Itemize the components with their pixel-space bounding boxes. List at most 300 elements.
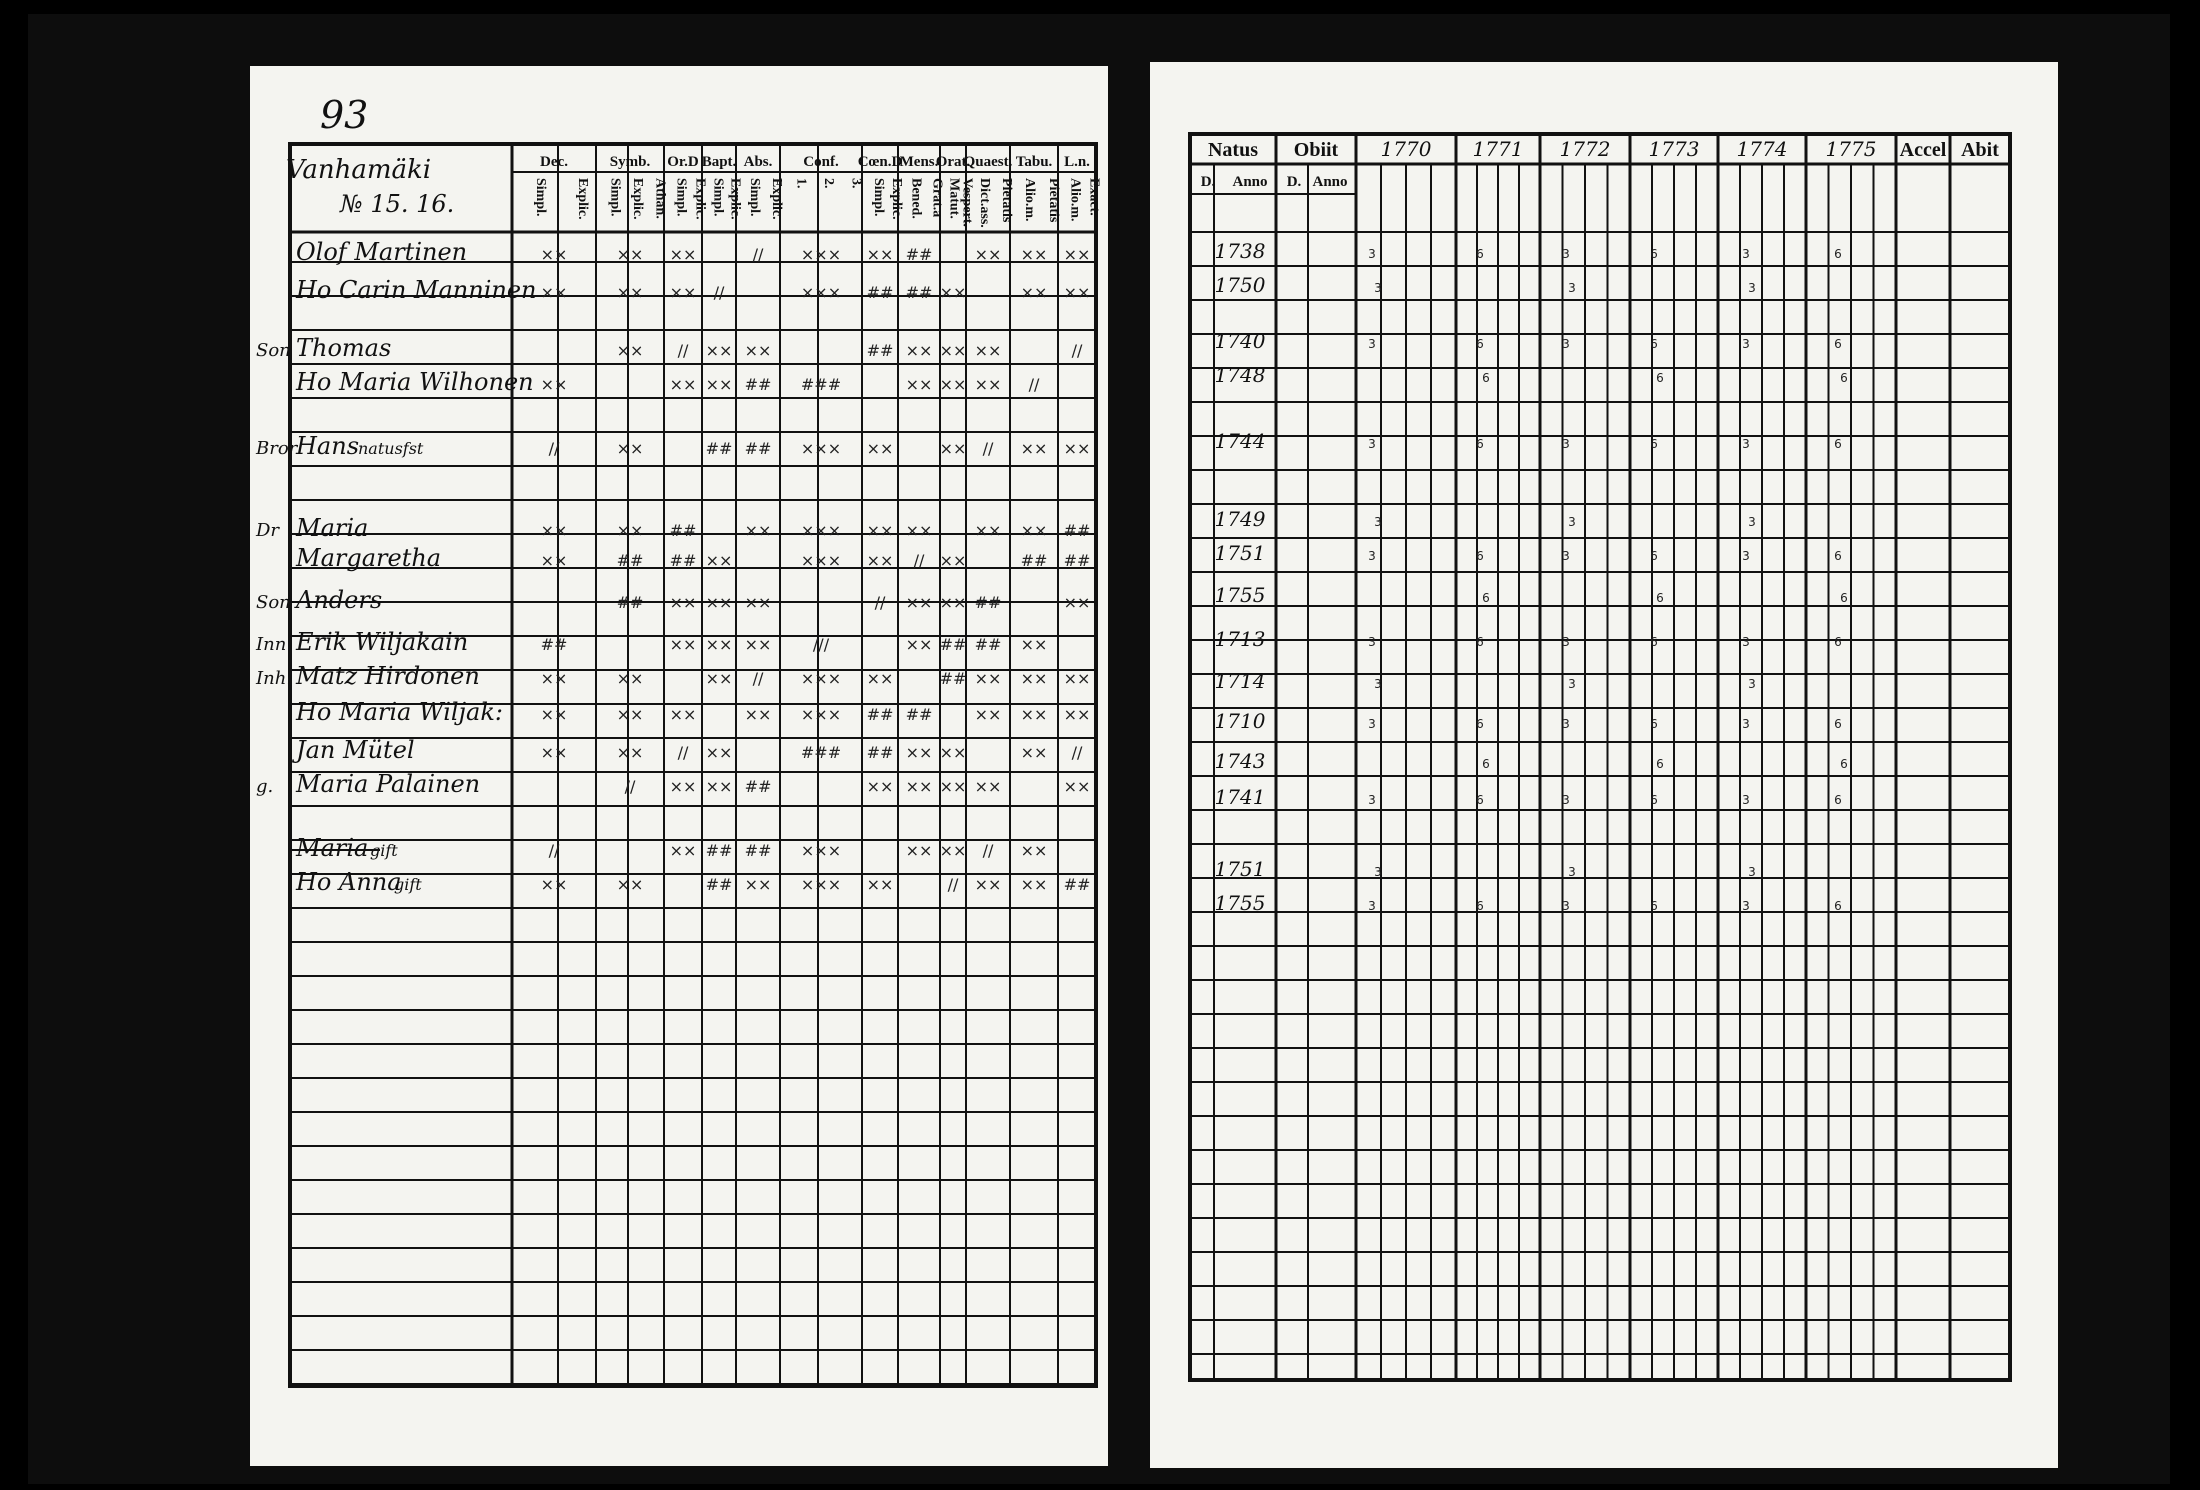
tick-mark: ××× bbox=[800, 841, 842, 860]
tick-mark: ×× bbox=[974, 705, 1002, 724]
tick-mark: ## bbox=[744, 841, 772, 860]
year-mark: 6 bbox=[1834, 247, 1842, 261]
year-mark: 3 bbox=[1748, 281, 1756, 295]
year-mark: 6 bbox=[1476, 899, 1484, 913]
column-subheader: Vespert. bbox=[959, 178, 975, 227]
tick-mark: ## bbox=[1063, 875, 1091, 894]
year-mark: 6 bbox=[1650, 337, 1658, 351]
tick-mark: ×× bbox=[540, 551, 568, 570]
year-mark: 3 bbox=[1562, 635, 1570, 649]
tick-mark: ## bbox=[540, 635, 568, 654]
tick-mark: ×× bbox=[866, 551, 894, 570]
birth-year: 1743 bbox=[1214, 749, 1266, 773]
tick-mark: ## bbox=[669, 551, 697, 570]
tick-mark: ×× bbox=[939, 743, 967, 762]
tick-mark: ×× bbox=[705, 635, 733, 654]
tick-mark: ## bbox=[905, 283, 933, 302]
tick-mark: ×× bbox=[616, 875, 644, 894]
right-column-header: 1773 bbox=[1648, 137, 1700, 161]
year-mark: 6 bbox=[1650, 549, 1658, 563]
tick-mark: ×× bbox=[1063, 593, 1091, 612]
tick-mark: ×× bbox=[905, 743, 933, 762]
tick-mark: // bbox=[677, 743, 689, 762]
right-subheader: D. bbox=[1200, 174, 1216, 190]
tick-mark: ××× bbox=[800, 521, 842, 540]
year-mark: 3 bbox=[1368, 717, 1376, 731]
tick-mark: ## bbox=[616, 551, 644, 570]
year-mark: 6 bbox=[1482, 591, 1490, 605]
tick-mark: ×× bbox=[540, 375, 568, 394]
tick-mark: ×× bbox=[939, 777, 967, 796]
tick-mark: ## bbox=[905, 705, 933, 724]
tick-mark: ××× bbox=[800, 283, 842, 302]
person-note: gift bbox=[370, 841, 398, 860]
column-subheader: Explic. bbox=[727, 178, 743, 220]
tick-mark: ### bbox=[800, 375, 842, 394]
tick-mark: ×× bbox=[1020, 283, 1048, 302]
tick-mark: ×× bbox=[669, 705, 697, 724]
tick-mark: ×× bbox=[1020, 439, 1048, 458]
year-mark: 6 bbox=[1476, 635, 1484, 649]
tick-mark: ×× bbox=[866, 521, 894, 540]
page-number: 93 bbox=[320, 93, 369, 137]
margin-note: Son bbox=[256, 592, 291, 613]
tick-mark: ×× bbox=[974, 521, 1002, 540]
year-mark: 3 bbox=[1374, 677, 1382, 691]
tick-mark: ×× bbox=[540, 875, 568, 894]
person-name: Ho Maria Wilhonen bbox=[296, 368, 534, 396]
year-mark: 6 bbox=[1482, 371, 1490, 385]
year-mark: 6 bbox=[1650, 717, 1658, 731]
tick-mark: ×× bbox=[1020, 875, 1048, 894]
person-note: gift bbox=[394, 875, 422, 894]
column-subheader: 1. bbox=[793, 178, 809, 189]
tick-mark: ×× bbox=[540, 743, 568, 762]
year-mark: 6 bbox=[1482, 757, 1490, 771]
year-mark: 6 bbox=[1650, 899, 1658, 913]
year-mark: 3 bbox=[1368, 793, 1376, 807]
right-column-header: 1770 bbox=[1380, 137, 1432, 161]
tick-mark: ×× bbox=[1020, 635, 1048, 654]
year-mark: 6 bbox=[1650, 635, 1658, 649]
birth-year: 1750 bbox=[1214, 273, 1266, 297]
year-mark: 3 bbox=[1568, 865, 1576, 879]
tick-mark: ## bbox=[905, 245, 933, 264]
margin-note: Bror bbox=[256, 438, 298, 459]
tick-mark: ×× bbox=[669, 777, 697, 796]
tick-mark: ×× bbox=[1020, 841, 1048, 860]
year-mark: 3 bbox=[1568, 677, 1576, 691]
right-column-header: 1775 bbox=[1825, 137, 1877, 161]
tick-mark: ×× bbox=[744, 705, 772, 724]
column-subheader: Grat.a bbox=[929, 178, 945, 218]
column-group-header: Quaest. bbox=[963, 154, 1013, 170]
column-subheader: Explic. bbox=[769, 178, 784, 220]
tick-mark: ×× bbox=[744, 593, 772, 612]
person-name: Hans bbox=[296, 432, 360, 460]
tick-mark: // bbox=[713, 283, 725, 302]
tick-mark: ## bbox=[939, 635, 967, 654]
tick-mark: ×× bbox=[866, 875, 894, 894]
tick-mark: ## bbox=[705, 841, 733, 860]
person-name: Jan Mütel bbox=[296, 736, 415, 764]
tick-mark: ×× bbox=[705, 669, 733, 688]
birth-year: 1714 bbox=[1214, 669, 1266, 693]
year-mark: 3 bbox=[1368, 437, 1376, 451]
column-subheader: Simpl. bbox=[607, 178, 623, 217]
year-mark: 6 bbox=[1476, 247, 1484, 261]
tick-mark: ×× bbox=[939, 593, 967, 612]
tick-mark: ×× bbox=[540, 283, 568, 302]
tick-mark: ×× bbox=[616, 283, 644, 302]
tick-mark: ×× bbox=[744, 341, 772, 360]
tick-mark: ×× bbox=[974, 375, 1002, 394]
year-mark: 3 bbox=[1748, 865, 1756, 879]
column-group-header: Or.D bbox=[667, 154, 699, 170]
tick-mark: ×× bbox=[974, 245, 1002, 264]
tick-mark: // bbox=[752, 669, 764, 688]
year-mark: 6 bbox=[1834, 437, 1842, 451]
tick-mark: ×× bbox=[866, 777, 894, 796]
tick-mark: ## bbox=[744, 439, 772, 458]
tick-mark: ×× bbox=[905, 521, 933, 540]
column-group-header: Tabu. bbox=[1015, 154, 1053, 170]
year-mark: 3 bbox=[1374, 281, 1382, 295]
tick-mark: ××× bbox=[800, 669, 842, 688]
right-page bbox=[1150, 62, 2058, 1468]
column-subheader: Pietatis bbox=[1046, 178, 1061, 223]
birth-year: 1738 bbox=[1214, 239, 1266, 263]
tick-mark: ## bbox=[744, 375, 772, 394]
tick-mark: ×× bbox=[540, 705, 568, 724]
tick-mark: ×× bbox=[1063, 245, 1091, 264]
column-subheader: Matut. bbox=[946, 178, 962, 219]
year-mark: 6 bbox=[1834, 549, 1842, 563]
tick-mark: // bbox=[982, 841, 994, 860]
person-name: Ho Anna bbox=[296, 868, 402, 896]
column-subheader: 2. bbox=[821, 178, 836, 189]
tick-mark: ×× bbox=[540, 245, 568, 264]
year-mark: 6 bbox=[1834, 337, 1842, 351]
year-mark: 6 bbox=[1656, 371, 1664, 385]
column-subheader: Explic. bbox=[889, 178, 904, 220]
birth-year: 1749 bbox=[1214, 507, 1266, 531]
year-mark: 3 bbox=[1742, 247, 1750, 261]
year-mark: 3 bbox=[1368, 247, 1376, 261]
year-mark: 6 bbox=[1476, 717, 1484, 731]
person-name: Ho Maria Wiljak: bbox=[296, 698, 503, 726]
year-mark: 6 bbox=[1656, 591, 1664, 605]
year-mark: 6 bbox=[1834, 899, 1842, 913]
tick-mark: ×× bbox=[616, 439, 644, 458]
tick-mark: ## bbox=[974, 593, 1002, 612]
tick-mark: ×× bbox=[1020, 521, 1048, 540]
tick-mark: ## bbox=[866, 283, 894, 302]
year-mark: 3 bbox=[1562, 717, 1570, 731]
tick-mark: ×× bbox=[1063, 439, 1091, 458]
tick-mark: ×× bbox=[905, 841, 933, 860]
tick-mark: ## bbox=[705, 875, 733, 894]
tick-mark: // bbox=[548, 841, 560, 860]
tick-mark: // bbox=[982, 439, 994, 458]
person-name: Matz Hirdonen bbox=[296, 662, 480, 690]
column-subheader: Explic. bbox=[575, 178, 590, 220]
tick-mark: ×× bbox=[540, 521, 568, 540]
tick-mark: ×× bbox=[974, 341, 1002, 360]
tick-mark: ×× bbox=[669, 841, 697, 860]
year-mark: 3 bbox=[1374, 515, 1382, 529]
year-mark: 3 bbox=[1568, 515, 1576, 529]
year-mark: 6 bbox=[1834, 635, 1842, 649]
right-column-header: Natus bbox=[1207, 139, 1259, 161]
location-number: № 15. 16. bbox=[340, 190, 455, 218]
year-mark: 3 bbox=[1562, 247, 1570, 261]
tick-mark: // bbox=[1071, 341, 1083, 360]
person-name: Anders bbox=[296, 586, 383, 614]
person-name: Maria Palainen bbox=[296, 770, 481, 798]
tick-mark: ×× bbox=[939, 439, 967, 458]
left-page-table bbox=[250, 66, 1108, 1466]
birth-year: 1740 bbox=[1214, 329, 1266, 353]
tick-mark: ×× bbox=[1020, 705, 1048, 724]
column-subheader: Simpl. bbox=[747, 178, 762, 217]
margin-note: Inn bbox=[256, 634, 287, 655]
birth-year: 1755 bbox=[1214, 891, 1266, 915]
year-mark: 3 bbox=[1562, 337, 1570, 351]
tick-mark: ×× bbox=[669, 283, 697, 302]
column-group-header: Orat. bbox=[935, 154, 971, 170]
year-mark: 6 bbox=[1476, 437, 1484, 451]
tick-mark: ×× bbox=[974, 777, 1002, 796]
tick-mark: ×× bbox=[705, 777, 733, 796]
tick-mark: /// bbox=[812, 635, 830, 654]
person-name: Thomas bbox=[296, 334, 392, 362]
column-subheader: Simpl. bbox=[673, 178, 689, 217]
column-subheader: Bened. bbox=[908, 178, 924, 219]
tick-mark: ## bbox=[1020, 551, 1048, 570]
year-mark: 6 bbox=[1650, 793, 1658, 807]
tick-mark: ## bbox=[705, 439, 733, 458]
year-mark: 3 bbox=[1742, 549, 1750, 563]
person-name: Maria bbox=[296, 514, 369, 542]
tick-mark: // bbox=[1071, 743, 1083, 762]
year-mark: 6 bbox=[1476, 793, 1484, 807]
column-subheader: Explic. bbox=[692, 178, 708, 220]
tick-mark: ×× bbox=[905, 375, 933, 394]
tick-mark: ×× bbox=[1063, 777, 1091, 796]
column-subheader: Pietatis bbox=[999, 178, 1014, 223]
tick-mark: ××× bbox=[800, 875, 842, 894]
column-group-header: Mens. bbox=[899, 154, 939, 170]
tick-mark: ## bbox=[744, 777, 772, 796]
year-mark: 3 bbox=[1742, 899, 1750, 913]
column-subheader: Athan. bbox=[652, 178, 668, 219]
person-name: Margaretha bbox=[296, 544, 442, 572]
left-page bbox=[250, 66, 1108, 1466]
tick-mark: ×× bbox=[669, 375, 697, 394]
column-group-header: Abs. bbox=[743, 154, 773, 170]
year-mark: 3 bbox=[1742, 437, 1750, 451]
tick-mark: ×× bbox=[616, 743, 644, 762]
tick-mark: // bbox=[874, 593, 886, 612]
right-column-header: 1774 bbox=[1736, 137, 1788, 161]
location-name: Vanhamäki bbox=[286, 155, 432, 185]
tick-mark: ×× bbox=[939, 375, 967, 394]
year-mark: 6 bbox=[1840, 591, 1848, 605]
tick-mark: ×× bbox=[705, 743, 733, 762]
year-mark: 3 bbox=[1368, 635, 1376, 649]
column-subheader: Simpl. bbox=[533, 178, 548, 217]
year-mark: 6 bbox=[1834, 793, 1842, 807]
tick-mark: ×× bbox=[1063, 705, 1091, 724]
birth-year: 1713 bbox=[1214, 627, 1266, 651]
tick-mark: // bbox=[1028, 375, 1040, 394]
year-mark: 6 bbox=[1840, 757, 1848, 771]
birth-year: 1741 bbox=[1214, 785, 1266, 809]
tick-mark: ×× bbox=[905, 341, 933, 360]
year-mark: 6 bbox=[1476, 549, 1484, 563]
year-mark: 3 bbox=[1562, 437, 1570, 451]
tick-mark: ××× bbox=[800, 245, 842, 264]
tick-mark: ## bbox=[669, 521, 697, 540]
tick-mark: ×× bbox=[939, 841, 967, 860]
year-mark: 3 bbox=[1562, 549, 1570, 563]
year-mark: 3 bbox=[1374, 865, 1382, 879]
tick-mark: // bbox=[947, 875, 959, 894]
tick-mark: ×× bbox=[974, 875, 1002, 894]
right-subheader: D. bbox=[1286, 174, 1302, 190]
column-group-header: Bapt. bbox=[701, 154, 737, 170]
column-subheader: Simpl. bbox=[871, 178, 886, 217]
tick-mark: ×× bbox=[705, 375, 733, 394]
column-subheader: Alio.m. bbox=[1022, 178, 1037, 222]
birth-year: 1710 bbox=[1214, 709, 1266, 733]
year-mark: 3 bbox=[1368, 549, 1376, 563]
birth-year: 1751 bbox=[1214, 857, 1266, 881]
column-subheader: 3. bbox=[848, 178, 864, 189]
tick-mark: ×× bbox=[616, 669, 644, 688]
tick-mark: ×× bbox=[866, 439, 894, 458]
tick-mark: ×× bbox=[616, 521, 644, 540]
tick-mark: ×× bbox=[705, 341, 733, 360]
year-mark: 3 bbox=[1742, 337, 1750, 351]
tick-mark: ×× bbox=[705, 551, 733, 570]
tick-mark: ×× bbox=[974, 669, 1002, 688]
tick-mark: ## bbox=[1063, 551, 1091, 570]
tick-mark: ×× bbox=[669, 593, 697, 612]
tick-mark: // bbox=[624, 777, 636, 796]
right-column-header: Accel bbox=[1899, 139, 1947, 161]
tick-mark: ×× bbox=[705, 593, 733, 612]
tick-mark: ×× bbox=[1063, 669, 1091, 688]
tick-mark: ×× bbox=[540, 669, 568, 688]
tick-mark: ## bbox=[866, 705, 894, 724]
year-mark: 6 bbox=[1476, 337, 1484, 351]
column-group-header: Symb. bbox=[609, 154, 651, 170]
year-mark: 3 bbox=[1562, 793, 1570, 807]
tick-mark: ×× bbox=[1020, 245, 1048, 264]
column-group-header: Cœn.D bbox=[857, 154, 903, 170]
year-mark: 3 bbox=[1742, 793, 1750, 807]
person-name: Erik Wiljakain bbox=[296, 628, 469, 656]
tick-mark: ## bbox=[866, 341, 894, 360]
tick-mark: // bbox=[752, 245, 764, 264]
right-column-header: 1771 bbox=[1472, 137, 1524, 161]
right-column-header: 1772 bbox=[1559, 137, 1611, 161]
column-subheader: Alio.m. bbox=[1067, 178, 1083, 222]
person-note: natusfst bbox=[358, 439, 424, 458]
tick-mark: ×× bbox=[744, 635, 772, 654]
year-mark: 6 bbox=[1840, 371, 1848, 385]
year-mark: 3 bbox=[1562, 899, 1570, 913]
margin-note: Son bbox=[256, 340, 291, 361]
year-mark: 3 bbox=[1742, 717, 1750, 731]
tick-mark: ×× bbox=[616, 705, 644, 724]
tick-mark: ×× bbox=[1020, 743, 1048, 762]
tick-mark: ## bbox=[1063, 521, 1091, 540]
right-subheader: Anno bbox=[1312, 174, 1348, 190]
tick-mark: ×× bbox=[669, 245, 697, 264]
birth-year: 1744 bbox=[1214, 429, 1266, 453]
tick-mark: ×× bbox=[1063, 283, 1091, 302]
tick-mark: ### bbox=[800, 743, 842, 762]
margin-note: g. bbox=[256, 776, 274, 797]
tick-mark: ×× bbox=[866, 245, 894, 264]
tick-mark: ××× bbox=[800, 705, 842, 724]
tick-mark: // bbox=[913, 551, 925, 570]
year-mark: 6 bbox=[1650, 437, 1658, 451]
tick-mark: ×× bbox=[905, 635, 933, 654]
year-mark: 6 bbox=[1650, 247, 1658, 261]
tick-mark: // bbox=[548, 439, 560, 458]
tick-mark: ×× bbox=[616, 341, 644, 360]
year-mark: 3 bbox=[1568, 281, 1576, 295]
tick-mark: ×× bbox=[744, 875, 772, 894]
year-mark: 3 bbox=[1748, 677, 1756, 691]
tick-mark: // bbox=[677, 341, 689, 360]
tick-mark: ×× bbox=[866, 669, 894, 688]
birth-year: 1755 bbox=[1214, 583, 1266, 607]
margin-note: Inh. bbox=[256, 668, 293, 689]
tick-mark: ## bbox=[974, 635, 1002, 654]
tick-mark: ×× bbox=[939, 283, 967, 302]
year-mark: 3 bbox=[1742, 635, 1750, 649]
right-column-header: Abit bbox=[1961, 139, 1999, 161]
tick-mark: ## bbox=[939, 669, 967, 688]
tick-mark: ×× bbox=[905, 593, 933, 612]
tick-mark: ××× bbox=[800, 439, 842, 458]
tick-mark: ×× bbox=[669, 635, 697, 654]
tick-mark: ××× bbox=[800, 551, 842, 570]
column-group-header: Dec. bbox=[540, 154, 568, 170]
tick-mark: ×× bbox=[905, 777, 933, 796]
column-subheader: Explic. bbox=[630, 178, 645, 220]
column-subheader: Simpl. bbox=[710, 178, 726, 217]
birth-year: 1748 bbox=[1214, 363, 1266, 387]
tick-mark: ## bbox=[616, 593, 644, 612]
year-mark: 3 bbox=[1368, 899, 1376, 913]
birth-year: 1751 bbox=[1214, 541, 1266, 565]
tick-mark: ×× bbox=[1020, 669, 1048, 688]
tick-mark: ## bbox=[866, 743, 894, 762]
right-column-header: Obiit bbox=[1293, 139, 1339, 161]
margin-note: Dr bbox=[256, 520, 280, 541]
tick-mark: ×× bbox=[616, 245, 644, 264]
year-mark: 6 bbox=[1656, 757, 1664, 771]
tick-mark: ×× bbox=[744, 521, 772, 540]
right-table-border bbox=[1190, 134, 2010, 1380]
right-page-table bbox=[1150, 62, 2058, 1468]
